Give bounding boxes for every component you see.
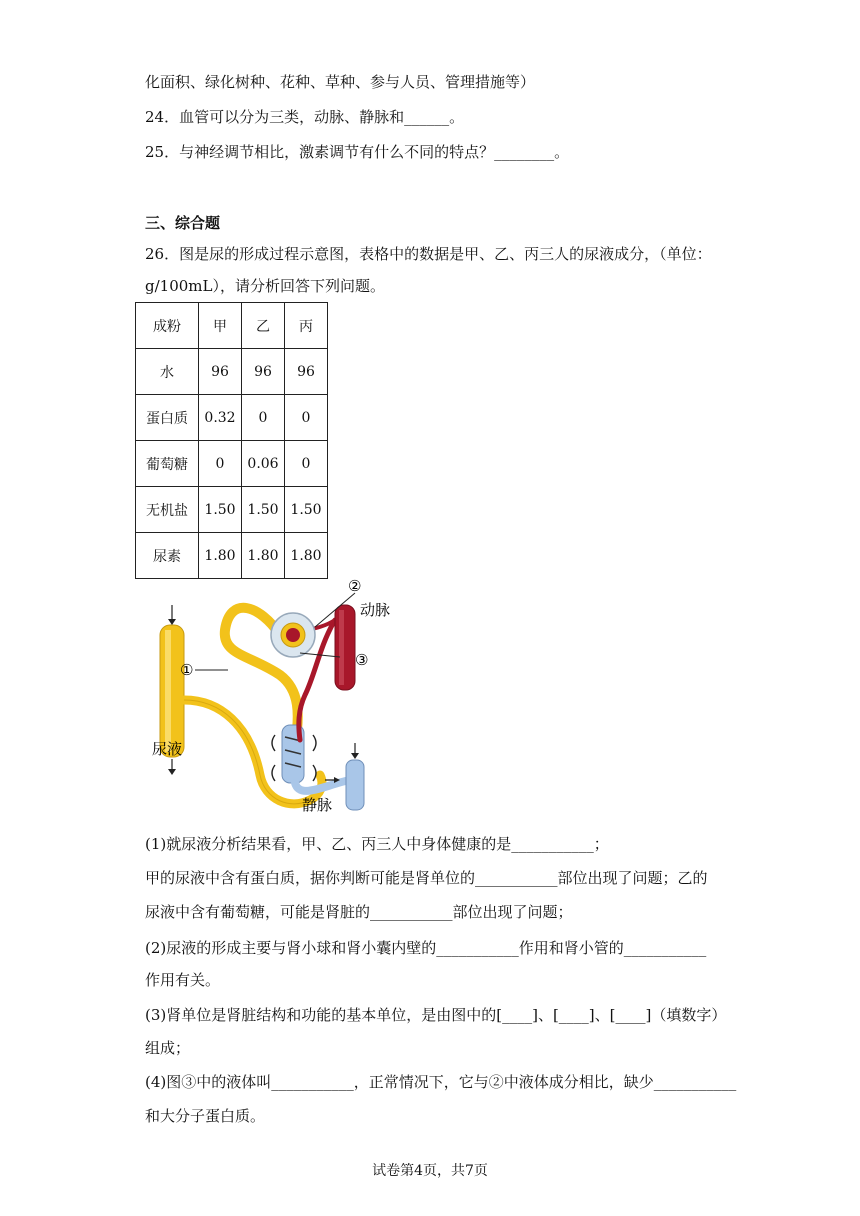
table-cell: 0 (199, 441, 242, 487)
text-line-1: 化面积、绿化树种、花种、草种、参与人员、管理措施等） (145, 73, 536, 91)
urine-composition-table (135, 302, 328, 579)
sub-question-3-line-2: 组成； (145, 1039, 191, 1057)
sub-question-4-line-1: (4)图③中的液体叫___________，正常情况下，它与②中液体成分相比，缺少___________ (145, 1073, 737, 1091)
glomerulus (286, 628, 300, 642)
sub-question-1-line-2: 甲的尿液中含有蛋白质，据你判断可能是肾单位的___________部位出现了问题；乙的 (145, 869, 708, 887)
section-title: 三、综合题 (145, 214, 221, 232)
table-cell: 1.50 (242, 487, 285, 533)
table-cell: 0 (285, 441, 328, 487)
table-cell: 1.50 (199, 487, 242, 533)
arrow-out-head (168, 769, 176, 775)
table-cell: 0 (242, 395, 285, 441)
arrow-in-head (168, 619, 176, 625)
table-row (136, 441, 328, 487)
table-row (136, 349, 328, 395)
table-row (136, 395, 328, 441)
table-cell: 无机盐 (136, 487, 199, 533)
vein (346, 760, 364, 810)
table-row (136, 533, 328, 579)
table-cell: 葡萄糖 (136, 441, 199, 487)
table-cell: 96 (242, 349, 285, 395)
label-urine: 尿液 (152, 740, 183, 758)
table-cell: 1.80 (285, 533, 328, 579)
table-header-cell: 丙 (285, 303, 328, 349)
collecting-duct-highlight (165, 630, 171, 752)
sub-question-1-line-3: 尿液中含有葡萄糖，可能是肾脏的___________部位出现了问题； (145, 903, 573, 921)
collecting-duct (160, 625, 184, 757)
table-cell: 0 (285, 395, 328, 441)
table-cell: 96 (199, 349, 242, 395)
label-vein: 静脉 (302, 796, 333, 814)
sub-question-2-line-2: 作用有关。 (145, 971, 221, 989)
artery (335, 605, 355, 690)
sub-question-4-line-2: 和大分子蛋白质。 (145, 1107, 266, 1125)
label-3: ③ (355, 651, 369, 669)
sub-question-1-line-1: (1)就尿液分析结果看，甲、乙、丙三人中身体健康的是___________； (145, 835, 609, 853)
label-artery: 动脉 (360, 601, 391, 619)
table-cell: 尿素 (136, 533, 199, 579)
table-cell: 1.50 (285, 487, 328, 533)
table-cell: 96 (285, 349, 328, 395)
table-header-cell: 乙 (242, 303, 285, 349)
table-cell: 0.32 (199, 395, 242, 441)
urine-formation-diagram (150, 575, 410, 820)
table-cell: 水 (136, 349, 199, 395)
sub-question-3-line-1: (3)肾单位是肾脏结构和功能的基本单位，是由图中的[____]、[____]、[____]（填数字） (145, 1006, 727, 1024)
table-header-row (136, 303, 328, 349)
label-1: ① (180, 661, 194, 679)
table-cell: 1.80 (199, 533, 242, 579)
question-26-line-1: 26．图是尿的形成过程示意图，表格中的数据是甲、乙、丙三人的尿液成分，（单位： (145, 245, 712, 263)
question-24: 24．血管可以分为三类，动脉、静脉和______。 (145, 108, 465, 126)
table-header-cell: 成粉 (136, 303, 199, 349)
table-cell: 蛋白质 (136, 395, 199, 441)
table-header-cell: 甲 (199, 303, 242, 349)
question-25: 25．与神经调节相比，激素调节有什么不同的特点？________。 (145, 143, 570, 161)
page-footer: 试卷第4页，共7页 (372, 1163, 488, 1179)
table-cell: 0.06 (242, 441, 285, 487)
table-row (136, 487, 328, 533)
table-cell: 1.80 (242, 533, 285, 579)
question-26-line-2: g/100mL），请分析回答下列问题。 (145, 277, 385, 295)
artery-highlight (339, 610, 344, 685)
vein-arrow-head (351, 753, 359, 759)
label-2: ② (348, 577, 362, 595)
sub-question-2-line-1: (2)尿液的形成主要与肾小球和肾小囊内壁的___________作用和肾小管的___________ (145, 939, 707, 957)
